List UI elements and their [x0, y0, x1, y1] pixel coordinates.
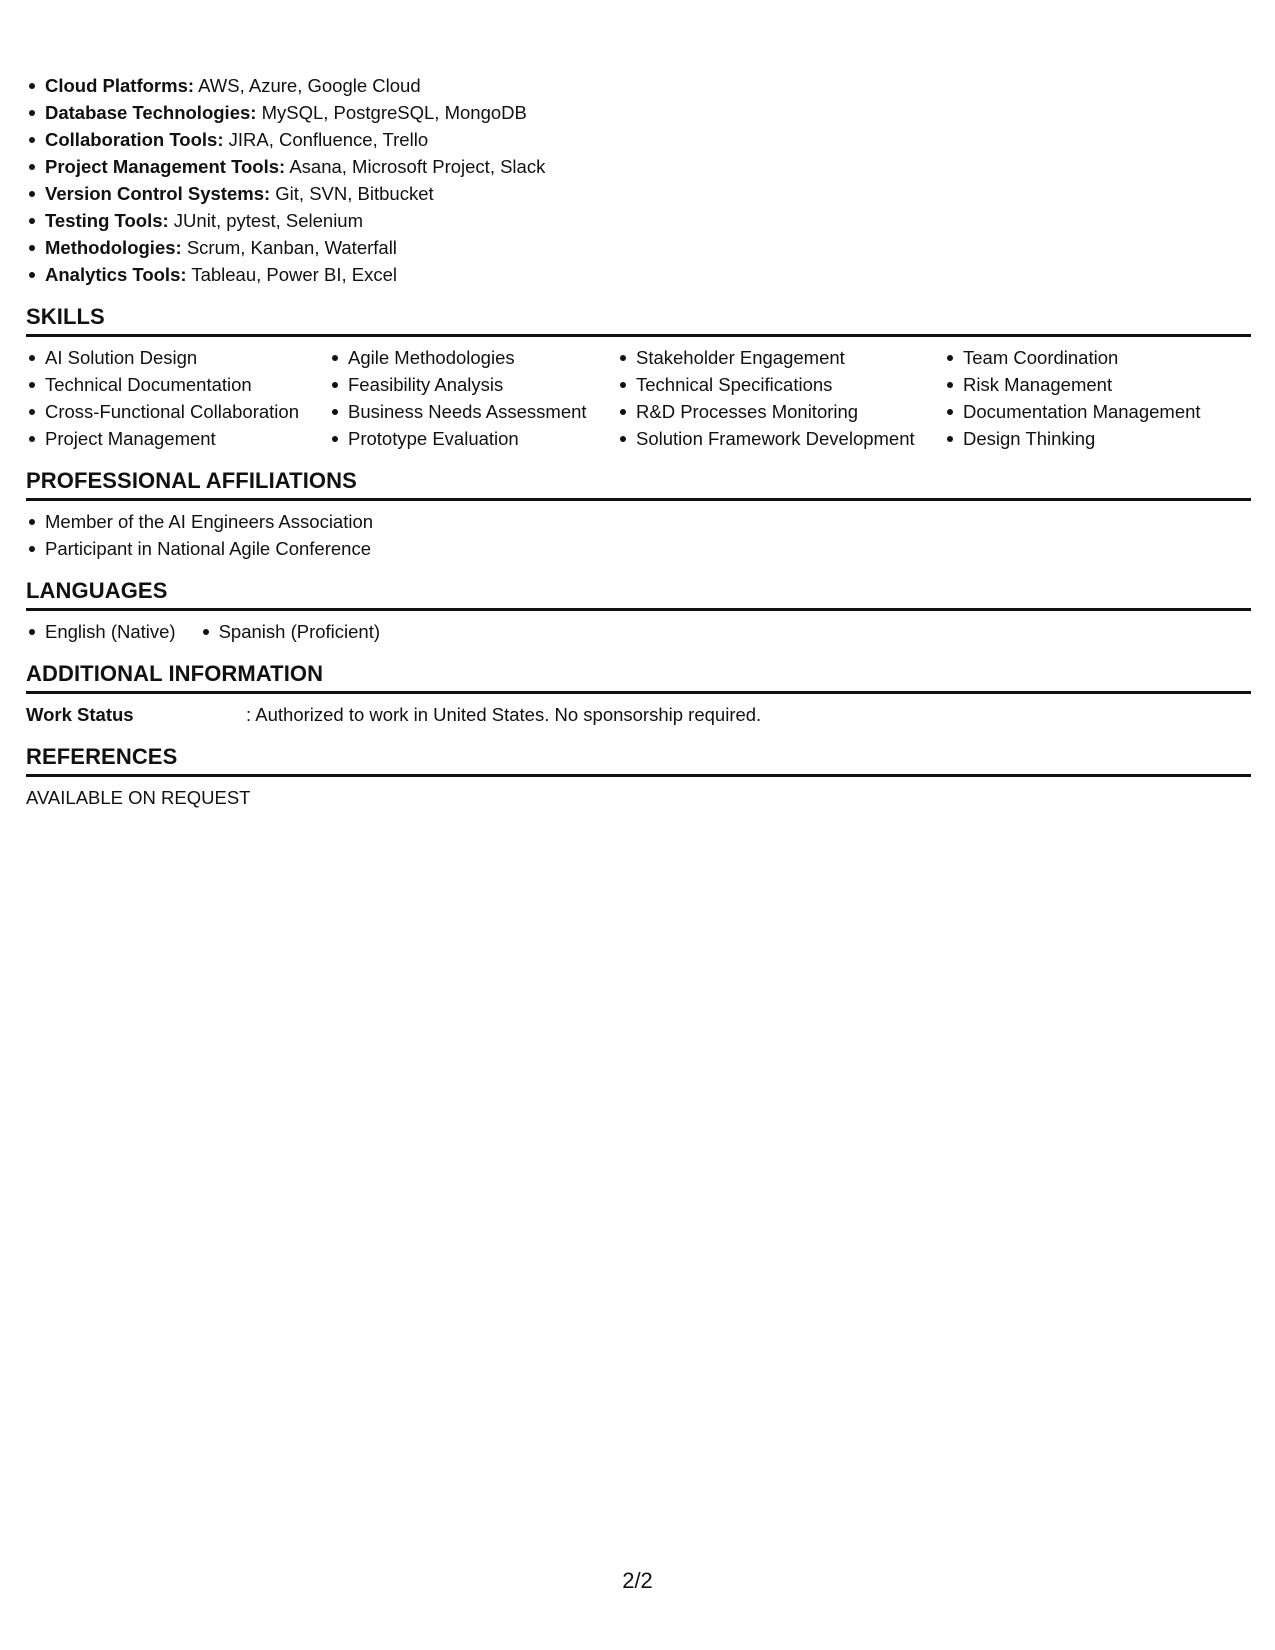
skill-item: Design Thinking [944, 425, 1244, 452]
tools-item-database: Database Technologies: MySQL, PostgreSQL, MongoDB [26, 99, 1251, 126]
skill-item: Team Coordination [944, 344, 1244, 371]
page-number: 2/2 [622, 1568, 653, 1593]
work-status-label: Work Status [26, 704, 134, 725]
skill-item: Cross-Functional Collaboration [26, 398, 329, 425]
work-status-row [26, 701, 1251, 728]
section-title-references: REFERENCES [26, 744, 1251, 777]
affiliations-list [26, 508, 1251, 562]
skill-item: Technical Specifications [617, 371, 944, 398]
affiliations-section [26, 468, 1251, 562]
skill-item: Feasibility Analysis [329, 371, 617, 398]
references-section [26, 744, 1251, 811]
languages-list [26, 618, 1251, 645]
language-item: Spanish (Proficient) [200, 618, 380, 645]
skill-item: Risk Management [944, 371, 1244, 398]
tools-item-methodologies: Methodologies: Scrum, Kanban, Waterfall [26, 234, 1251, 261]
tools-item-version-control: Version Control Systems: Git, SVN, Bitbucket [26, 180, 1251, 207]
section-title-affiliations: PROFESSIONAL AFFILIATIONS [26, 468, 1251, 501]
skill-item: Solution Framework Development [617, 425, 944, 452]
tools-item-analytics: Analytics Tools: Tableau, Power BI, Excel [26, 261, 1251, 288]
skills-grid [26, 344, 1251, 452]
tools-item-collaboration: Collaboration Tools: JIRA, Confluence, Trello [26, 126, 1251, 153]
skills-section [26, 304, 1251, 452]
skill-item: Project Management [26, 425, 329, 452]
skill-item: Prototype Evaluation [329, 425, 617, 452]
languages-section [26, 578, 1251, 645]
tools-list [26, 72, 1251, 288]
tools-item-project-management: Project Management Tools: Asana, Microsoft Project, Slack [26, 153, 1251, 180]
work-status-value: : Authorized to work in United States. No sponsorship required. [246, 704, 762, 725]
skill-item: R&D Processes Monitoring [617, 398, 944, 425]
skill-item: Technical Documentation [26, 371, 329, 398]
skills-column [617, 344, 944, 452]
affiliation-item: Participant in National Agile Conference [26, 535, 1251, 562]
additional-info-section [26, 661, 1251, 728]
skills-column [944, 344, 1244, 452]
skill-item: Documentation Management [944, 398, 1244, 425]
skill-item: Agile Methodologies [329, 344, 617, 371]
skills-column [26, 344, 329, 452]
section-title-languages: LANGUAGES [26, 578, 1251, 611]
section-title-additional-info: ADDITIONAL INFORMATION [26, 661, 1251, 694]
skill-item: Stakeholder Engagement [617, 344, 944, 371]
resume-page [26, 72, 1251, 811]
section-title-skills: SKILLS [26, 304, 1251, 337]
language-item: English (Native) [26, 618, 176, 645]
tools-item-testing: Testing Tools: JUnit, pytest, Selenium [26, 207, 1251, 234]
skills-column [329, 344, 617, 452]
references-text: AVAILABLE ON REQUEST [26, 787, 251, 808]
skill-item: Business Needs Assessment [329, 398, 617, 425]
skill-item: AI Solution Design [26, 344, 329, 371]
affiliation-item: Member of the AI Engineers Association [26, 508, 1251, 535]
tools-item-cloud: Cloud Platforms: AWS, Azure, Google Cloud [26, 72, 1251, 99]
